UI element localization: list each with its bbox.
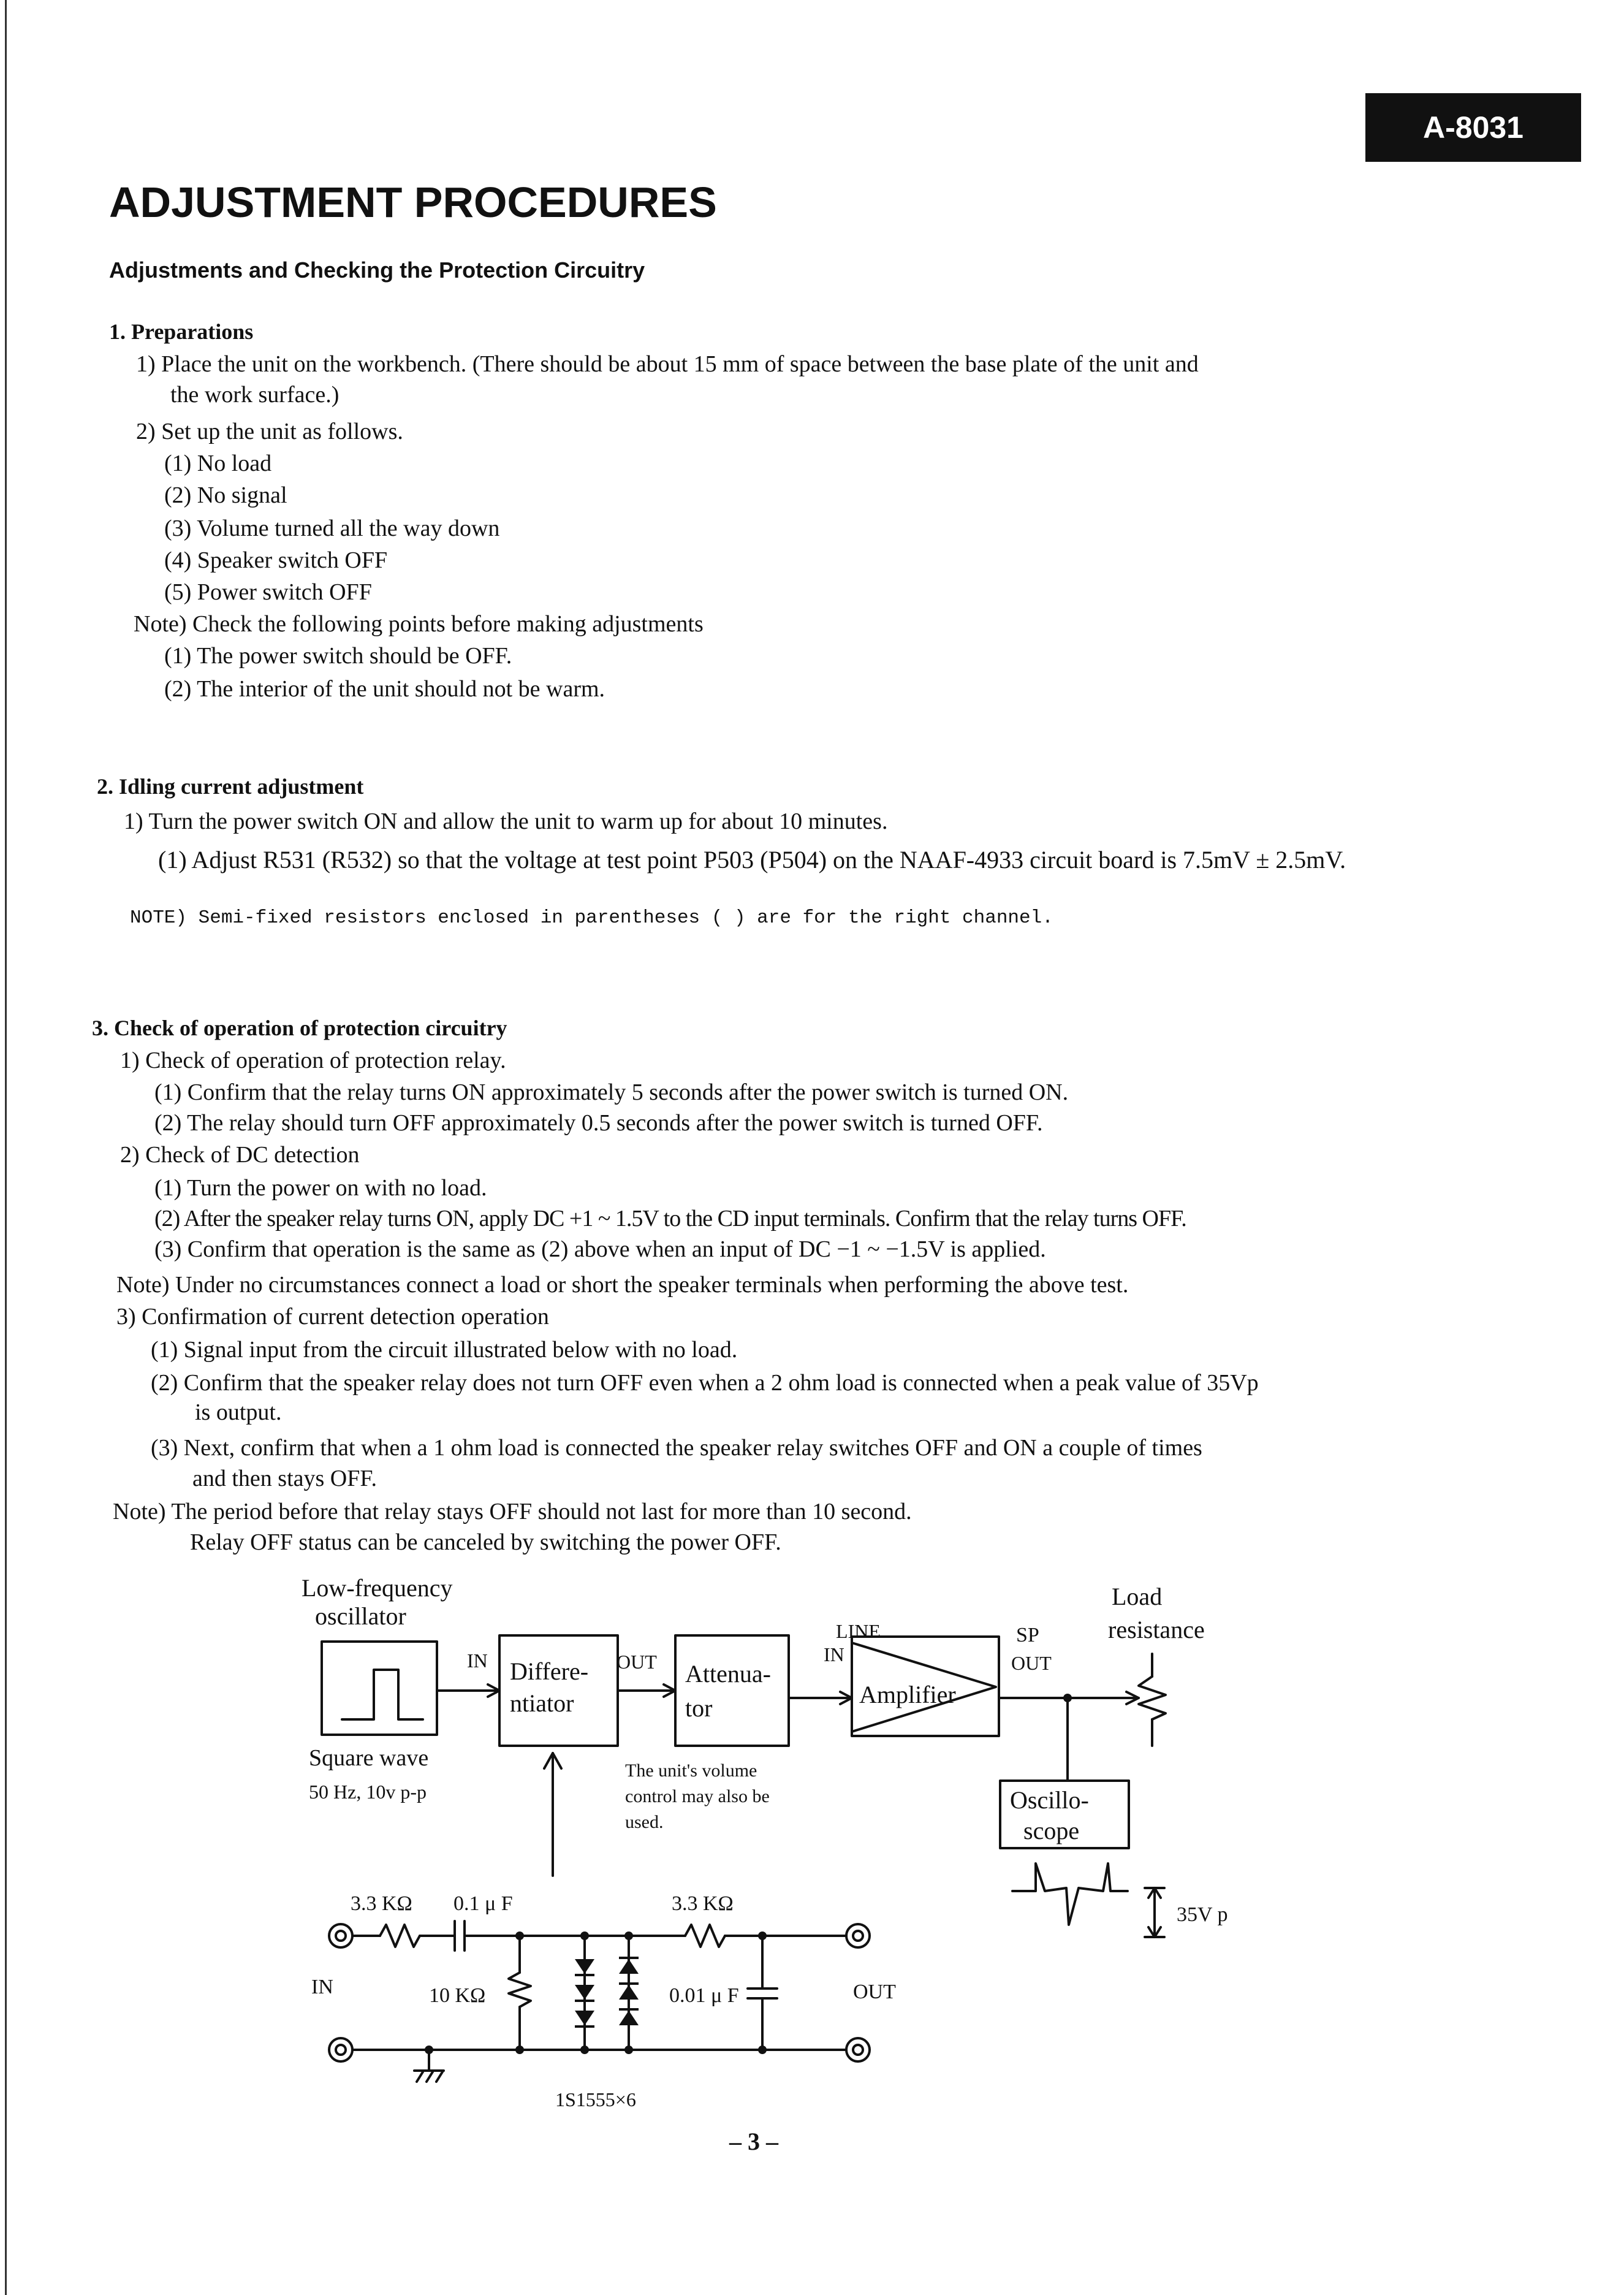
s3-step-1-item-1: (1) Confirm that the relay turns ON approximately 5 seconds after the power switch is turned ON. bbox=[154, 1079, 1069, 1105]
s1-note-item-2: (2) The interior of the unit should not be warm. bbox=[164, 676, 605, 702]
section-subtitle: Adjustments and Checking the Protection Circuitry bbox=[109, 257, 645, 283]
s1-step-1: 1) Place the unit on the workbench. (There should be about 15 mm of space between the base plate of the unit and bbox=[136, 351, 1199, 377]
s3-step-3-item-3-cont: and then stays OFF. bbox=[192, 1466, 377, 1491]
label-attenuator-2: tor bbox=[685, 1694, 713, 1722]
label-square-wave: Square wave bbox=[309, 1745, 429, 1771]
label-amplifier: Amplifier bbox=[859, 1681, 956, 1708]
s3-step-3-item-2-cont: is output. bbox=[195, 1399, 282, 1425]
s3-note-2-cont: Relay OFF status can be canceled by switching the power OFF. bbox=[190, 1529, 781, 1555]
s1-item-3: (3) Volume turned all the way down bbox=[164, 516, 500, 541]
output-waveform bbox=[1012, 1863, 1128, 1925]
s2-note: NOTE) Semi-fixed resistors enclosed in parentheses ( ) are for the right channel. bbox=[130, 907, 1053, 929]
label-attenuator-1: Attenua- bbox=[685, 1660, 771, 1688]
output-terminal-top bbox=[846, 1924, 870, 1947]
label-r3: 10 KΩ bbox=[429, 1984, 486, 2007]
label-diodes: 1S1555×6 bbox=[555, 2088, 636, 2110]
label-c2: 0.01 μ F bbox=[669, 1984, 739, 2007]
page-title: ADJUSTMENT PROCEDURES bbox=[109, 178, 717, 226]
s2-step-1-item: (1) Adjust R531 (R532) so that the voltage at test point P503 (P504) on the NAAF-4933 circuit board is 7.5mV ± 2.5mV. bbox=[158, 846, 1346, 873]
label-circuit-in: IN bbox=[311, 1976, 333, 1998]
label-line: LINE bbox=[836, 1620, 881, 1642]
label-line-in: IN bbox=[824, 1643, 844, 1665]
s1-note-item-1: (1) The power switch should be OFF. bbox=[164, 643, 512, 669]
s3-step-1-item-2: (2) The relay should turn OFF approximately 0.5 seconds after the power switch is turned OFF. bbox=[154, 1110, 1043, 1136]
label-sp-out: OUT bbox=[1011, 1652, 1052, 1674]
s1-item-4: (4) Speaker switch OFF bbox=[164, 547, 388, 573]
s3-step-2-item-3: (3) Confirm that operation is the same as (2) above when an input of DC −1 ~ −1.5V is applied. bbox=[154, 1236, 1046, 1262]
s3-step-3-item-2: (2) Confirm that the speaker relay does not turn OFF even when a 2 ohm load is connected when a peak value of 35Vp bbox=[151, 1370, 1259, 1396]
label-oscillator-2: oscillator bbox=[315, 1602, 406, 1630]
label-c1: 0.1 μ F bbox=[453, 1892, 513, 1915]
label-differentiator-1: Differe- bbox=[510, 1658, 589, 1685]
label-volume-3: used. bbox=[625, 1812, 664, 1832]
label-oscilloscope-2: scope bbox=[1023, 1817, 1080, 1844]
label-differentiator-2: ntiator bbox=[510, 1689, 574, 1717]
s1-step-1-cont: the work surface.) bbox=[170, 382, 340, 408]
s3-note-2: Note) The period before that relay stays OFF should not last for more than 10 second. bbox=[113, 1499, 912, 1524]
s2-step-1: 1) Turn the power switch ON and allow the unit to warm up for about 10 minutes. bbox=[124, 809, 888, 834]
s1-item-1: (1) No load bbox=[164, 451, 272, 476]
label-circuit-out: OUT bbox=[853, 1981, 896, 2003]
s3-step-1: 1) Check of operation of protection relay. bbox=[120, 1048, 506, 1073]
s1-note: Note) Check the following points before making adjustments bbox=[134, 611, 704, 637]
label-oscilloscope-1: Oscillo- bbox=[1010, 1786, 1089, 1814]
s3-note-1: Note) Under no circumstances connect a load or short the speaker terminals when performing the above test. bbox=[116, 1272, 1129, 1298]
s3-step-2-item-2: (2) After the speaker relay turns ON, apply DC +1 ~ 1.5V to the CD input terminals. Confirm that the relay turns OFF. bbox=[154, 1206, 1186, 1231]
label-volume-1: The unit's volume bbox=[625, 1760, 757, 1781]
label-diff-out: OUT bbox=[617, 1651, 657, 1673]
label-load-1: Load bbox=[1112, 1583, 1163, 1610]
s3-step-2-item-1: (1) Turn the power on with no load. bbox=[154, 1175, 487, 1201]
s3-step-2: 2) Check of DC detection bbox=[120, 1142, 360, 1168]
attenuator-box bbox=[675, 1635, 789, 1746]
label-r1: 3.3 KΩ bbox=[351, 1892, 412, 1915]
section-3-heading: 3. Check of operation of protection circuitry bbox=[92, 1016, 507, 1040]
label-load-2: resistance bbox=[1108, 1616, 1205, 1643]
output-terminal-bottom bbox=[846, 2038, 870, 2061]
page-number: – 3 – bbox=[729, 2128, 778, 2155]
label-diff-in: IN bbox=[467, 1650, 488, 1672]
label-r2: 3.3 KΩ bbox=[672, 1892, 734, 1915]
s3-step-3-item-3: (3) Next, confirm that when a 1 ohm load is connected the speaker relay switches OFF and ON a couple of times bbox=[151, 1435, 1202, 1461]
label-peak-voltage: 35V p bbox=[1177, 1903, 1228, 1926]
section-1-heading: 1. Preparations bbox=[109, 319, 254, 344]
s1-step-2: 2) Set up the unit as follows. bbox=[136, 419, 403, 444]
model-number-badge: A-8031 bbox=[1365, 93, 1581, 162]
input-terminal-top bbox=[329, 1924, 352, 1947]
label-oscillator-1: Low-frequency bbox=[302, 1574, 453, 1602]
label-volume-2: control may also be bbox=[625, 1786, 770, 1806]
s3-step-3: 3) Confirmation of current detection operation bbox=[116, 1304, 549, 1330]
label-sp: SP bbox=[1016, 1624, 1039, 1646]
s3-step-3-item-1: (1) Signal input from the circuit illustrated below with no load. bbox=[151, 1337, 738, 1363]
label-square-spec: 50 Hz, 10v p-p bbox=[309, 1781, 427, 1803]
s1-item-2: (2) No signal bbox=[164, 482, 287, 508]
input-terminal-bottom bbox=[329, 2038, 352, 2061]
section-2-heading: 2. Idling current adjustment bbox=[97, 774, 364, 799]
s1-item-5: (5) Power switch OFF bbox=[164, 579, 372, 605]
oscillator-box bbox=[322, 1642, 437, 1735]
square-pulse-icon bbox=[342, 1670, 423, 1719]
